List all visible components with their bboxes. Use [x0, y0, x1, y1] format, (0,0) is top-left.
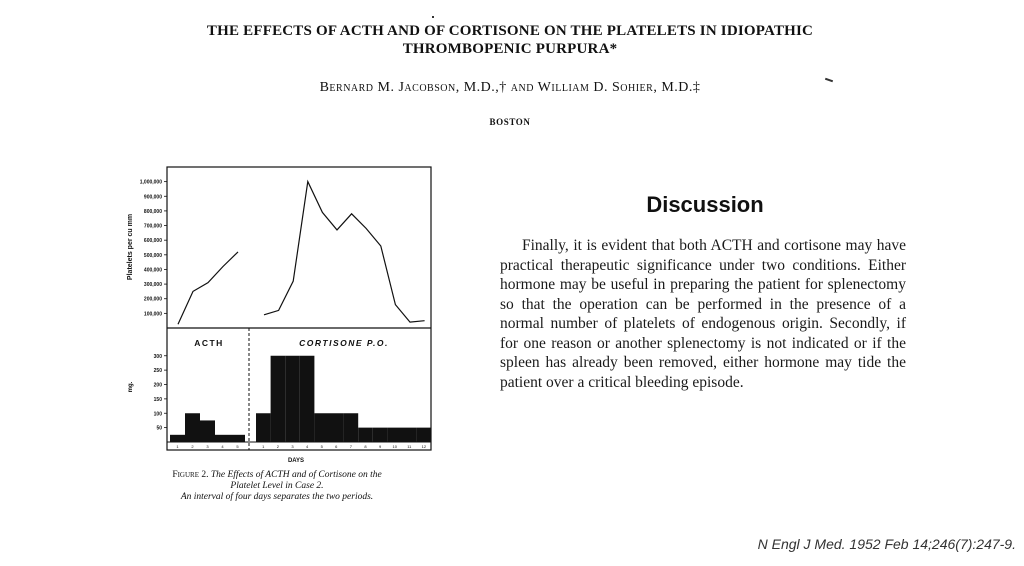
cortisone-dose-bar [344, 413, 359, 442]
dose-y-tick-label: 300 [153, 353, 162, 360]
y-tick-label: 1,000,000 [139, 179, 162, 186]
dose-y-tick-label: 100 [153, 411, 162, 418]
cortisone-platelet-line [264, 182, 425, 323]
day-tick-label: 4 [221, 444, 224, 449]
acth-dose-bar [215, 435, 230, 442]
cortisone-dose-bar [402, 428, 417, 442]
day-tick-label: 5 [236, 444, 239, 449]
dose-y-tick-label: 150 [153, 396, 162, 403]
cortisone-dose-bar [271, 356, 286, 442]
acth-dose-bar [200, 420, 215, 442]
acth-platelet-line [178, 252, 238, 324]
figure-caption [112, 470, 442, 503]
day-tick-label: 2 [276, 444, 280, 449]
caption-line-3: An interval of four days separates the two periods. [180, 492, 374, 502]
day-tick-label: 11 [407, 444, 412, 449]
cortisone-dose-bar [285, 356, 300, 442]
caption-line-1: The Effects of ACTH and of Cortisone on the [208, 470, 382, 480]
caption-label: Figure 2. [172, 470, 209, 480]
day-tick-label: 1 [262, 444, 265, 449]
cortisone-dose-bar [417, 428, 432, 442]
citation: N Engl J Med. 1952 Feb 14;246(7):247-9. [757, 536, 1016, 552]
y-tick-label: 200,000 [143, 296, 162, 303]
day-tick-label: 3 [291, 444, 294, 449]
acth-dose-bar [230, 435, 245, 442]
cortisone-dose-bar [314, 413, 329, 442]
cortisone-dose-bar [373, 428, 388, 442]
platelet-figure [112, 162, 442, 467]
dose-y-tick-label: 50 [156, 425, 162, 432]
acth-dose-bar [185, 413, 200, 442]
cortisone-period-label: CORTISONE P.O. [299, 338, 389, 348]
speck-mark [432, 16, 434, 18]
discussion-text: Finally, it is evident that both ACTH and cortisone may have practical therapeutic significance under two conditions. Either hormone may be useful in preparing the patient for splenectomy so that the operation can be performed in the presence of a normal number of platelets of endogenous origin. Secondly, if for one reason or another splenectomy is not indicated or if the spleen has already been removed, either hormone may tide the patient over a critical bleeding episode. [500, 237, 906, 391]
title-line-2: THROMBOPENIC PURPURA* [402, 41, 618, 57]
day-tick-label: 1 [176, 444, 179, 449]
cortisone-dose-bar [300, 356, 315, 442]
day-tick-label: 5 [320, 444, 323, 449]
y-tick-label: 100,000 [143, 311, 162, 318]
y-tick-label: 300,000 [143, 282, 162, 289]
day-tick-label: 9 [378, 444, 382, 449]
y-tick-label: 400,000 [143, 267, 162, 274]
cortisone-dose-bar [256, 413, 271, 442]
y-tick-label: 500,000 [143, 252, 162, 259]
title-line-1: THE EFFECTS OF ACTH AND OF CORTISONE ON THE PLATELETS IN IDIOPATHIC [206, 23, 814, 39]
discussion-heading: Discussion [646, 192, 764, 217]
y-tick-label: 600,000 [143, 238, 162, 245]
acth-period-label: ACTH [194, 338, 224, 348]
dose-y-tick-label: 250 [153, 368, 162, 375]
day-tick-label: 4 [305, 444, 309, 449]
cortisone-dose-bar [329, 413, 344, 442]
y-tick-label: 900,000 [143, 194, 162, 201]
day-tick-label: 2 [191, 444, 194, 449]
platelet-axis-label: Platelets per cu mm [127, 213, 134, 281]
cortisone-dose-bar [387, 428, 402, 442]
dose-axis-label: mg. [128, 381, 134, 393]
city: BOSTON [489, 117, 531, 127]
acth-dose-bar [170, 435, 185, 442]
day-tick-label: 3 [206, 444, 209, 449]
authors: Bernard M. Jacobson, M.D.,† and William D. Sohier, M.D.‡ [319, 80, 701, 95]
day-tick-label: 10 [392, 444, 397, 449]
day-tick-label: 8 [364, 444, 367, 449]
days-axis-label: DAYS [287, 458, 305, 464]
cortisone-dose-bar [358, 428, 373, 442]
y-tick-label: 800,000 [143, 208, 162, 215]
caption-line-2: Platelet Level in Case 2. [230, 481, 324, 491]
day-tick-label: 12 [421, 444, 427, 449]
dose-y-tick-label: 200 [153, 382, 162, 389]
day-tick-label: 7 [349, 444, 353, 449]
day-tick-label: 6 [335, 444, 338, 449]
y-tick-label: 700,000 [143, 223, 162, 230]
paper-title [150, 22, 870, 58]
